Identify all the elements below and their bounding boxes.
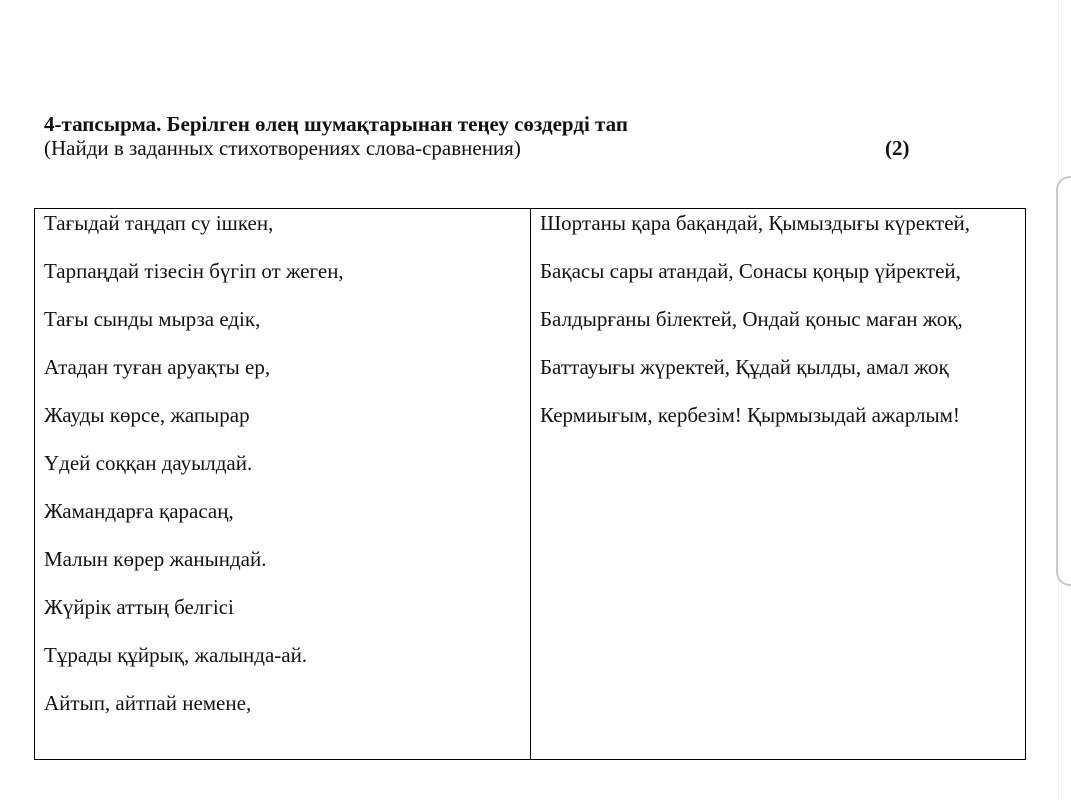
poem-line: Баттауығы жүректей, Құдай қылды, амал жоқ [540, 355, 949, 379]
poem-line: Жауды көрсе, жапырар [44, 403, 250, 427]
poem-line: Айтып, айтпай немене, [44, 691, 252, 715]
task-title: 4-тапсырма. Берілген өлең шумақтарынан теңеу сөздерді тап [44, 112, 628, 136]
poem-line: Шортаны қара бақандай, Қымыздығы күректей, [540, 211, 970, 235]
poem-line: Жамандарға қарасаң, [44, 499, 234, 523]
side-scroll-handle[interactable] [1056, 176, 1071, 586]
poem-column-left [35, 209, 531, 759]
poem-line: Жүйрік аттың белгісі [44, 595, 234, 619]
poem-column-right [531, 209, 1025, 759]
poem-line: Тұрады құйрық, жалында-ай. [44, 643, 308, 667]
poem-line: Үдей соққан дауылдай. [44, 451, 253, 475]
poem-line: Атадан туған аруақты ер, [44, 355, 271, 379]
poem-line: Балдырғаны білектей, Ондай қоныс маған жоқ, [540, 307, 963, 331]
poem-line: Тағы сынды мырза едік, [44, 307, 261, 331]
poem-line: Тарпаңдай тізесін бүгіп от жеген, [44, 259, 344, 283]
task-points: (2) [885, 136, 910, 160]
poem-line: Бақасы сары атандай, Сонасы қоңыр үйректей, [540, 259, 961, 283]
poem-line: Кермиығым, кербезім! Қырмызыдай ажарлым! [540, 403, 960, 427]
poem-line: Малын көрер жанындай. [44, 547, 267, 571]
poem-table [34, 208, 1026, 760]
poem-line: Тағыдай таңдап су ішкен, [44, 211, 274, 235]
task-subtitle: (Найди в заданных стихотворениях слова-сравнения) [44, 136, 521, 160]
